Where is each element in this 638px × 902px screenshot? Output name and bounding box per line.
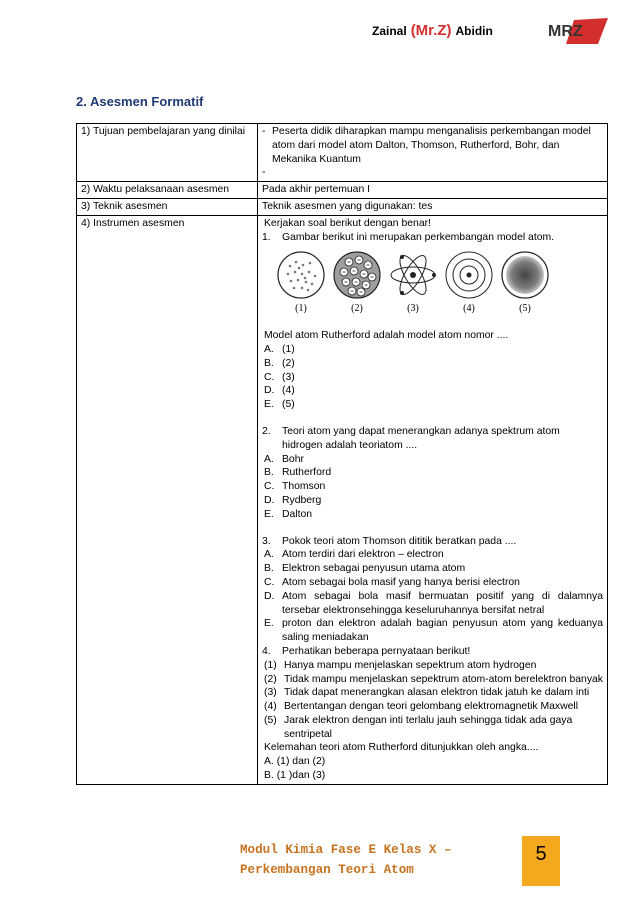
question-4-stem: Kelemahan teori atom Rutherford ditunjukkan oleh angka.... <box>264 742 539 754</box>
bohr-shells-icon <box>444 250 494 300</box>
instrument-intro: Kerjakan soal berikut dengan benar! <box>264 217 431 229</box>
option: E. Dalton <box>264 508 313 520</box>
page-number: 5 <box>522 836 560 886</box>
option: B. (2) <box>264 357 295 369</box>
statement: (2) Tidak mampu menjelaskan sepektrum atom-atom berelektron banyak <box>264 673 603 685</box>
table-row <box>77 182 608 199</box>
statement: (5) Jarak elektron dengan inti terlalu jauh sehingga tidak ada gaya sentripetal <box>264 714 573 740</box>
objective-item: - Peserta didik diharapkan mampu menganalisis perkembangan model atom dari model atom Dalton, Thomson, Rutherford, Bohr, dan Mekanika Kuantum <box>262 126 591 165</box>
question-1-stem: Model atom Rutherford adalah model atom nomor .... <box>264 330 509 342</box>
objective-cell <box>258 124 608 182</box>
option: C. (3) <box>264 371 295 383</box>
option: A. (1) dan (2) <box>264 756 326 768</box>
option: B. (1 )dan (3) <box>264 770 326 782</box>
footer-module-title: Modul Kimia Fase E Kelas X – Perkembangan Teori Atom <box>240 843 452 877</box>
author-nickname: (Mr.Z) <box>410 22 452 39</box>
row-label-technique: 3) Teknik asesmen <box>77 198 258 215</box>
rutherford-orbits-icon <box>388 250 438 300</box>
row-label-time: 2) Waktu pelaksanaan asesmen <box>77 182 258 199</box>
option: C. Thomson <box>264 481 326 493</box>
question-4: 4. Perhatikan beberapa pernyataan berikut! <box>262 645 471 657</box>
table-row <box>77 124 608 182</box>
atom-model-3: (3) <box>388 250 438 316</box>
option: C. Atom sebagai bola masif yang hanya berisi electron <box>264 576 520 588</box>
logo-text: MRZ <box>548 23 583 40</box>
atom-models-figure <box>262 244 603 316</box>
instrument-cell <box>258 215 608 784</box>
atom-model-1: (1) <box>276 250 326 316</box>
atom-model-4: (4) <box>444 250 494 316</box>
row-label-instrument: 4) Instrumen asesmen <box>77 215 258 784</box>
option: A. Atom terdiri dari elektron – electron <box>264 549 444 561</box>
option: B. Rutherford <box>264 467 332 479</box>
technique-value: Teknik asesmen yang digunakan: tes <box>258 198 608 215</box>
option: A. (1) <box>264 343 295 355</box>
electron-cloud-icon <box>500 250 550 300</box>
question-1: 1. Gambar berikut ini merupakan perkembangan model atom. <box>262 231 555 243</box>
question-2: 2. Teori atom yang dapat menerangkan adanya spektrum atom hidrogen adalah teoriatom .... <box>262 425 560 451</box>
statement: (4) Bertentangan dengan teori gelombang elektromagnetik Maxwell <box>264 701 579 713</box>
mrz-logo <box>546 14 610 46</box>
table-row <box>77 215 608 784</box>
option: A. Bohr <box>264 453 304 465</box>
option: E. (5) <box>264 399 295 411</box>
thomson-plum-pudding-icon <box>332 250 382 300</box>
atom-model-5: (5) <box>500 250 550 316</box>
question-3: 3. Pokok teori atom Thomson dititik beratkan pada .... <box>262 535 517 547</box>
assessment-table <box>76 123 608 785</box>
option: D. Rydberg <box>264 494 322 506</box>
option: D. Atom sebagai bola masif bermuatan positif yang di dalamnya tersebar elektronsehingga keseluruhannya bersifat netral <box>264 590 603 616</box>
author-last-name: Abidin <box>455 24 493 38</box>
option: E. proton dan elektron adalah bagian penyusun atom yang keduanya saling meniadakan <box>264 618 603 644</box>
option: B. Elektron sebagai penyusun utama atom <box>264 563 466 575</box>
section-title: 2. Asesmen Formatif <box>76 94 204 109</box>
atom-model-2: (2) <box>332 250 382 316</box>
author-first-name: Zainal <box>372 24 407 38</box>
statement: (1) Hanya mampu menjelaskan sepektrum atom hydrogen <box>264 659 537 671</box>
statement: (3) Tidak dapat menerangkan alasan elektron tidak jatuh ke dalam inti <box>264 687 590 699</box>
table-row <box>77 198 608 215</box>
time-value: Pada akhir pertemuan I <box>258 182 608 199</box>
row-label-objective: 1) Tujuan pembelajaran yang dinilai <box>77 124 258 182</box>
header-author <box>372 22 493 39</box>
objective-item: - <box>262 167 266 179</box>
option: D. (4) <box>264 385 295 397</box>
dalton-sphere-icon <box>276 250 326 300</box>
